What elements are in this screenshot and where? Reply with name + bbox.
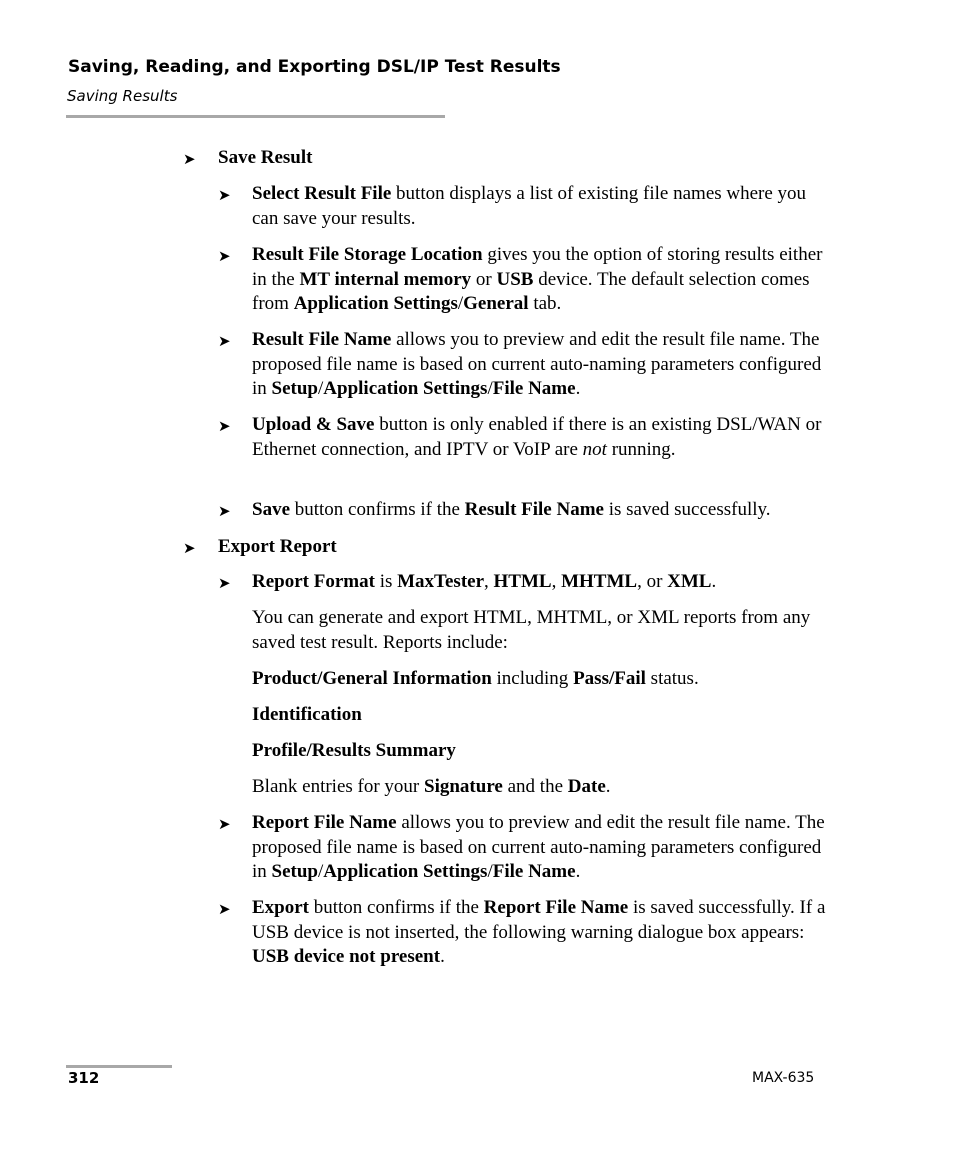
blank-entries-paragraph: Blank entries for your Signature and the Date. <box>252 776 611 797</box>
select-result-file-item: Select Result File button displays a list of existing file names where you can save your results. <box>252 183 807 229</box>
section-subtitle: Saving Results <box>67 87 178 105</box>
bullet-icon: ➤ <box>218 902 231 918</box>
footer-divider <box>66 1065 172 1068</box>
document-id: MAX-635 <box>752 1070 815 1086</box>
bullet-icon: ➤ <box>183 152 196 168</box>
report-file-name-item: Report File Name allows you to preview and edit the result file name. The proposed file name is based on current auto-naming parameters configured in Setup/Application Settings/File Name. <box>252 812 825 882</box>
report-format-item: Report Format is MaxTester, HTML, MHTML, or XML. <box>252 571 717 592</box>
storage-location-item: Result File Storage Location gives you the option of storing results either in the MT internal memory or USB device. The default selection comes from Application Settings/General tab. <box>252 244 823 314</box>
bullet-icon: ➤ <box>218 249 231 265</box>
page-number: 312 <box>68 1069 100 1087</box>
export-button-item: Export button confirms if the Report File Name is saved successfully. If a USB device is not inserted, the following warning dialogue box appears: USB device not present. <box>252 897 826 967</box>
header-divider <box>66 115 445 118</box>
bullet-icon: ➤ <box>218 576 231 592</box>
bullet-icon: ➤ <box>218 504 231 520</box>
section-title: Saving, Reading, and Exporting DSL/IP Test Results <box>68 57 561 77</box>
save-button-item: Save button confirms if the Result File Name is saved successfully. <box>252 499 771 520</box>
product-info-paragraph: Product/General Information including Pass/Fail status. <box>252 668 699 689</box>
identification-paragraph: Identification <box>252 704 362 725</box>
reports-intro-paragraph: You can generate and export HTML, MHTML, or XML reports from any saved test result. Reports include: <box>252 607 811 653</box>
profile-summary-paragraph: Profile/Results Summary <box>252 740 456 761</box>
bullet-icon: ➤ <box>183 541 196 557</box>
bullet-icon: ➤ <box>218 188 231 204</box>
bullet-icon: ➤ <box>218 334 231 350</box>
result-file-name-item: Result File Name allows you to preview and edit the result file name. The proposed file name is based on current auto-naming parameters configured in Setup/Application Settings/File Name. <box>252 329 822 399</box>
save-result-heading: Save Result <box>218 147 313 168</box>
bullet-icon: ➤ <box>218 817 231 833</box>
export-report-heading: Export Report <box>218 536 337 557</box>
bullet-icon: ➤ <box>218 419 231 435</box>
upload-save-item: Upload & Save button is only enabled if there is an existing DSL/WAN or Ethernet connection, and IPTV or VoIP are not running. <box>252 414 822 460</box>
